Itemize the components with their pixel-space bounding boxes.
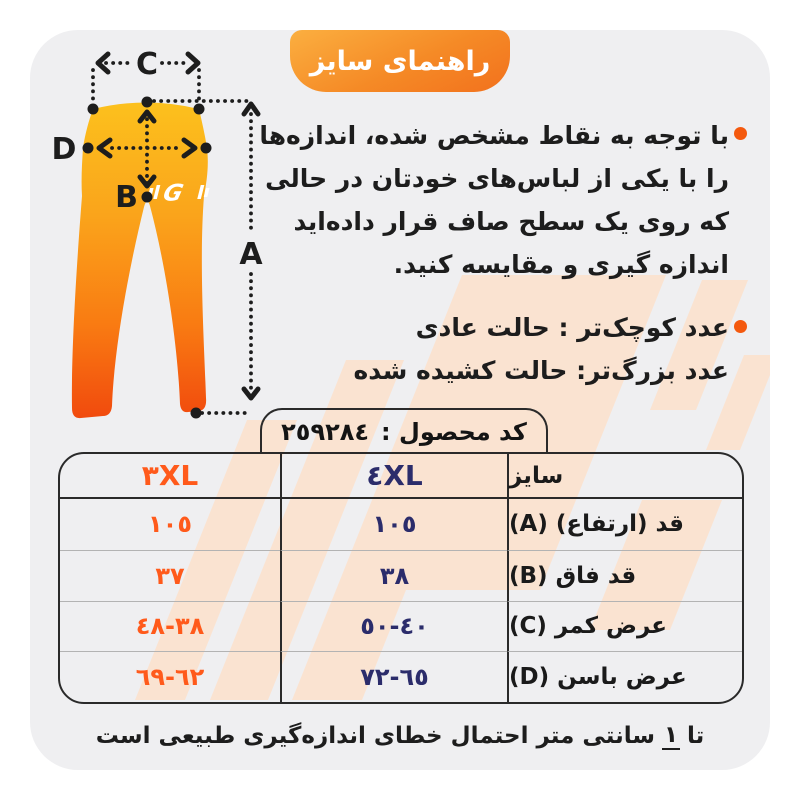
footnote-text: سانتی متر احتمال خطای اندازه‌گیری طبیعی است: [95, 723, 655, 749]
product-code-label: کد محصول :: [381, 418, 527, 446]
col-header-size: سایز: [507, 454, 742, 499]
instruction-line: عدد کوچک‌تر : حالت عادی: [415, 313, 729, 342]
row-label: عرض باسن (D): [507, 651, 742, 702]
value-4xl: ١٠٥: [280, 499, 507, 550]
value-4xl: ٣٨: [280, 550, 507, 601]
size-guide-card: [30, 30, 770, 770]
instruction-line: با توجه به نقاط مشخص شده، اندازه‌ها: [259, 121, 729, 150]
bullet-dot: [734, 320, 747, 333]
row-label: عرض کمر (C): [507, 601, 742, 652]
instruction-line: را با یکی از لباس‌های خودتان در حالی: [265, 164, 729, 193]
value-3xl: ٦٢-٦٩: [60, 651, 280, 702]
product-code-badge: [260, 408, 548, 454]
instruction-line: که روی یک سطح صاف قرار داده‌اید: [293, 207, 729, 236]
value-3xl: ٣٨-٤٨: [60, 601, 280, 652]
product-code-value: ٢٥٩٢٨٤: [281, 418, 370, 446]
row-label: قد (ارتفاع) (A): [507, 499, 742, 550]
value-4xl: ٤٠-٥٠: [280, 601, 507, 652]
value-3xl: ٣٧: [60, 550, 280, 601]
value-4xl: ٦٥-٧٢: [280, 651, 507, 702]
instruction-block-2: [354, 306, 729, 392]
svg-text:A: A: [239, 237, 263, 272]
svg-text:B: B: [115, 180, 138, 215]
page-title: راهنمای سایز: [309, 45, 491, 77]
value-3xl: ١٠٥: [148, 510, 192, 539]
row-label: قد فاق (B): [507, 550, 742, 601]
footnote: [30, 720, 770, 752]
instruction-line: عدد بزرگ‌تر: حالت کشیده شده: [353, 356, 729, 385]
svg-text:G: G: [160, 178, 187, 207]
instruction-block-1: [259, 114, 729, 286]
instruction-line: اندازه گیری و مقایسه کنید.: [393, 250, 729, 279]
col-header-4xl: ٤XL: [280, 454, 507, 499]
svg-text:C: C: [135, 47, 159, 82]
footnote-prefix: تا: [687, 723, 705, 749]
footnote-number: ١: [663, 722, 679, 748]
bullet-dot: [734, 127, 747, 140]
size-table: [58, 452, 744, 704]
size-guide-title-badge: [290, 30, 510, 92]
svg-text:D: D: [51, 132, 77, 167]
col-header-3xl: ٣XL: [60, 454, 280, 499]
